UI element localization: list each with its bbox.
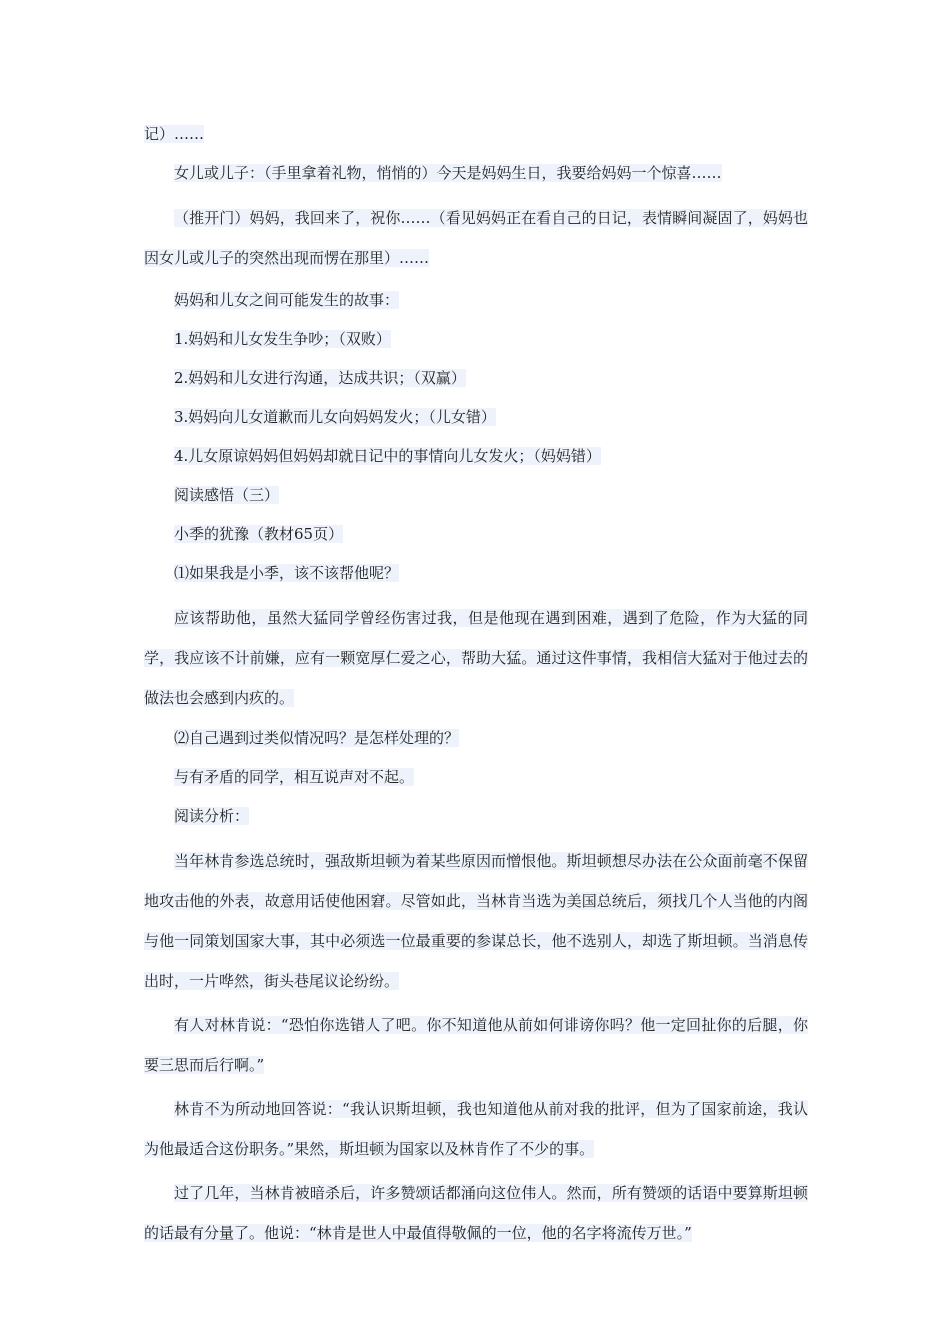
list-item: 1.妈妈和儿女发生争吵；（双败） <box>174 330 391 348</box>
paragraph: 有人对林肯说：“恐怕你选错人了吧。你不知道他从前如何诽谤你吗？他一定回扯你的后腿，你要三思而后行啊。” <box>144 1016 808 1074</box>
document-page <box>144 120 808 1253</box>
list-item: 3.妈妈向儿女道歉而儿女向妈妈发火；（儿女错） <box>174 408 496 426</box>
answer-paragraph: 与有矛盾的同学，相互说声对不起。 <box>174 768 415 786</box>
paragraph: 林肯不为所动地回答说：“我认识斯坦顿，我也知道他从前对我的批评，但为了国家前途，我认为他最适合这份职务。”果然，斯坦顿为国家以及林肯作了不少的事。 <box>144 1100 808 1158</box>
paragraph: 当年林肯参选总统时，强敌斯坦顿为着某些原因而憎恨他。斯坦顿想尽办法在公众面前毫不保留地攻击他的外表，故意用话使他困窘。尽管如此，当林肯当选为美国总统后，须找几个人当他的内阁与他一同策划国家大事，其中必须选一位最重要的参谋总长，他不选别人，却选了斯坦顿。当消息传出时，一片哗然，街头巷尾议论纷纷。 <box>144 852 808 990</box>
list-item: 2.妈妈和儿女进行沟通，达成共识；（双赢） <box>174 369 466 387</box>
answer-paragraph: 应该帮助他，虽然大猛同学曾经伤害过我，但是他现在遇到困难，遇到了危险，作为大猛的同学，我应该不计前嫌，应有一颗宽厚仁爱之心，帮助大猛。通过这件事情，我相信大猛对于他过去的做法也会感到内疚的。 <box>144 609 808 707</box>
paragraph: 女儿或儿子：（手里拿着礼物，悄悄的）今天是妈妈生日，我要给妈妈一个惊喜…… <box>174 164 722 182</box>
paragraph: （推开门）妈妈，我回来了，祝你……（看见妈妈正在看自己的日记，表情瞬间凝固了，妈妈也因女儿或儿子的突然出现而愣在那里）…… <box>144 209 808 267</box>
paragraph: 过了几年，当林肯被暗杀后，许多赞颂话都涌向这位伟人。然而，所有赞颂的话语中要算斯坦顿的话最有分量了。他说：“林肯是世人中最值得敬佩的一位，他的名字将流传万世。” <box>144 1184 808 1242</box>
paragraph: 记）…… <box>144 125 205 143</box>
paragraph: 妈妈和儿女之间可能发生的故事： <box>174 291 400 309</box>
question: ⑵自己遇到过类似情况吗？是怎样处理的？ <box>174 729 460 747</box>
section-heading: 阅读分析： <box>174 807 250 825</box>
section-heading: 阅读感悟（三） <box>174 486 280 504</box>
list-item: 4.儿女原谅妈妈但妈妈却就日记中的事情向儿女发火；（妈妈错） <box>174 447 601 465</box>
question: ⑴如果我是小季，该不该帮他呢？ <box>174 564 400 582</box>
section-subheading: 小季的犹豫（教材65页） <box>174 525 344 543</box>
